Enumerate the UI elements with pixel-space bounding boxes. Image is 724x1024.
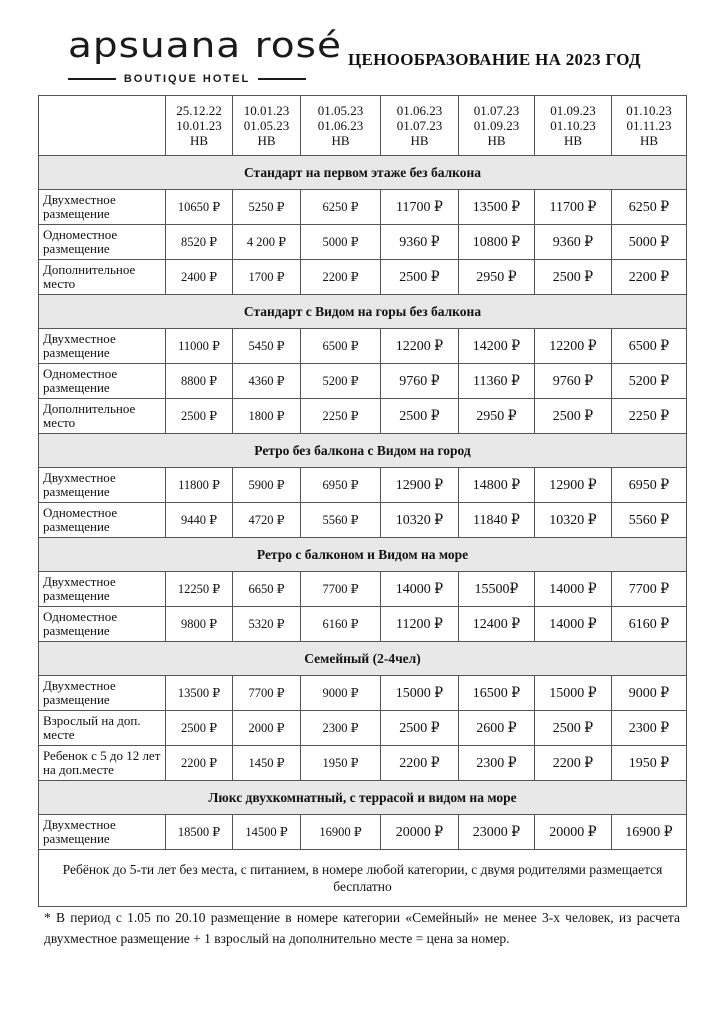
price-cell: 12200 ₽ xyxy=(535,329,612,364)
price-cell: 23000 ₽ xyxy=(459,815,535,850)
price-cell: 9000 ₽ xyxy=(301,676,381,711)
price-cell: 5450 ₽ xyxy=(233,329,301,364)
price-cell: 12400 ₽ xyxy=(459,607,535,642)
price-cell: 5560 ₽ xyxy=(301,503,381,538)
price-cell: 12200 ₽ xyxy=(381,329,459,364)
price-cell: 9760 ₽ xyxy=(535,364,612,399)
price-cell: 15000 ₽ xyxy=(381,676,459,711)
price-cell: 7700 ₽ xyxy=(233,676,301,711)
period-from: 01.06.23 xyxy=(396,103,443,118)
row-label: Двухместное размещение xyxy=(39,190,166,225)
price-cell: 5000 ₽ xyxy=(612,225,687,260)
period-from: 25.12.22 xyxy=(176,103,222,118)
price-cell: 5900 ₽ xyxy=(233,468,301,503)
page-title: ЦЕНООБРАЗОВАНИЕ НА 2023 ГОД xyxy=(348,50,641,69)
header-corner-cell xyxy=(39,96,166,156)
row-label: Двухместное размещение xyxy=(39,468,166,503)
price-cell: 1450 ₽ xyxy=(233,746,301,781)
period-to: 01.05.23 xyxy=(243,118,290,133)
logo-subtitle: BOUTIQUE HOTEL xyxy=(123,73,251,85)
price-cell: 15500₽ xyxy=(459,572,535,607)
period-to: 01.10.23 xyxy=(550,118,596,133)
period-header-cell xyxy=(166,96,233,156)
price-cell: 11840 ₽ xyxy=(459,503,535,538)
price-cell: 10800 ₽ xyxy=(459,225,535,260)
price-cell: 16900 ₽ xyxy=(301,815,381,850)
price-cell: 2500 ₽ xyxy=(166,399,233,434)
logo-name: apsuana rosé xyxy=(68,25,342,66)
table-row xyxy=(39,503,687,538)
price-cell: 6950 ₽ xyxy=(301,468,381,503)
price-cell: 11800 ₽ xyxy=(166,468,233,503)
price-cell: 6160 ₽ xyxy=(301,607,381,642)
table-row xyxy=(39,190,687,225)
price-cell: 14800 ₽ xyxy=(459,468,535,503)
price-cell: 2200 ₽ xyxy=(535,746,612,781)
price-cell: 11000 ₽ xyxy=(166,329,233,364)
period-label: НВ xyxy=(257,133,276,148)
price-cell: 2500 ₽ xyxy=(381,399,459,434)
price-cell: 14200 ₽ xyxy=(459,329,535,364)
price-cell: 6950 ₽ xyxy=(612,468,687,503)
period-header-row xyxy=(39,96,687,156)
price-cell: 1950 ₽ xyxy=(612,746,687,781)
period-label: НВ xyxy=(331,133,350,148)
price-cell: 2500 ₽ xyxy=(166,711,233,746)
price-cell: 6160 ₽ xyxy=(612,607,687,642)
section-title: Люкс двухкомнатный, с террасой и видом на море xyxy=(39,781,687,815)
price-cell: 2500 ₽ xyxy=(381,260,459,295)
table-row xyxy=(39,399,687,434)
period-label: НВ xyxy=(189,133,209,148)
table-row xyxy=(39,746,687,781)
price-cell: 12900 ₽ xyxy=(535,468,612,503)
row-label: Одноместное размещение xyxy=(39,607,166,642)
price-cell: 5560 ₽ xyxy=(612,503,687,538)
row-label: Ребенок с 5 до 12 лет на доп.месте xyxy=(39,746,166,781)
hotel-logo xyxy=(68,25,342,88)
section-header-row xyxy=(39,538,687,572)
table-row xyxy=(39,711,687,746)
price-cell: 6250 ₽ xyxy=(301,190,381,225)
period-from: 01.10.23 xyxy=(626,103,672,118)
price-cell: 11700 ₽ xyxy=(535,190,612,225)
price-cell: 12250 ₽ xyxy=(166,572,233,607)
footnote: * В период с 1.05 по 20.10 размещение в номере категории «Семейный» не менее 3-х человек, из расчета двухместное размещение + 1 взрослый на дополнительно месте = цена за номер. xyxy=(44,910,680,946)
period-label: НВ xyxy=(410,133,429,148)
price-cell: 10650 ₽ xyxy=(166,190,233,225)
price-cell: 2500 ₽ xyxy=(535,260,612,295)
price-cell: 14500 ₽ xyxy=(233,815,301,850)
price-cell: 20000 ₽ xyxy=(381,815,459,850)
section-header-row xyxy=(39,156,687,190)
table-row xyxy=(39,676,687,711)
price-cell: 1800 ₽ xyxy=(233,399,301,434)
price-cell: 9760 ₽ xyxy=(381,364,459,399)
price-cell: 2250 ₽ xyxy=(301,399,381,434)
price-cell: 9800 ₽ xyxy=(166,607,233,642)
price-cell: 8800 ₽ xyxy=(166,364,233,399)
price-cell: 11360 ₽ xyxy=(459,364,535,399)
row-label: Двухместное размещение xyxy=(39,676,166,711)
price-cell: 2950 ₽ xyxy=(459,399,535,434)
row-label: Двухместное размещение xyxy=(39,815,166,850)
price-cell: 2300 ₽ xyxy=(612,711,687,746)
period-label: НВ xyxy=(563,133,583,148)
price-cell: 2200 ₽ xyxy=(381,746,459,781)
period-from: 01.07.23 xyxy=(473,103,520,118)
row-label: Двухместное размещение xyxy=(39,329,166,364)
price-cell: 2200 ₽ xyxy=(166,746,233,781)
section-header-row xyxy=(39,295,687,329)
price-cell: 2500 ₽ xyxy=(535,711,612,746)
price-cell: 9000 ₽ xyxy=(612,676,687,711)
price-cell: 2200 ₽ xyxy=(301,260,381,295)
price-cell: 9440 ₽ xyxy=(166,503,233,538)
price-cell: 1950 ₽ xyxy=(301,746,381,781)
logo-divider-right xyxy=(258,78,306,80)
table-row xyxy=(39,607,687,642)
price-cell: 16900 ₽ xyxy=(612,815,687,850)
period-header-cell xyxy=(233,96,301,156)
price-cell: 14000 ₽ xyxy=(381,572,459,607)
note-row xyxy=(39,850,687,907)
price-cell: 14000 ₽ xyxy=(535,607,612,642)
price-cell: 2250 ₽ xyxy=(612,399,687,434)
price-cell: 2200 ₽ xyxy=(612,260,687,295)
price-cell: 4360 ₽ xyxy=(233,364,301,399)
row-label: Одноместное размещение xyxy=(39,364,166,399)
table-row xyxy=(39,329,687,364)
price-cell: 5250 ₽ xyxy=(233,190,301,225)
price-cell: 10320 ₽ xyxy=(535,503,612,538)
table-row xyxy=(39,572,687,607)
period-label: НВ xyxy=(639,133,659,148)
period-label: НВ xyxy=(487,133,506,148)
price-cell: 10320 ₽ xyxy=(381,503,459,538)
period-header-cell xyxy=(301,96,381,156)
price-cell: 6250 ₽ xyxy=(612,190,687,225)
section-title: Стандарт на первом этаже без балкона xyxy=(39,156,687,190)
price-table xyxy=(38,95,687,907)
period-header-cell xyxy=(535,96,612,156)
price-cell: 18500 ₽ xyxy=(166,815,233,850)
logo-subtitle-row xyxy=(68,72,306,86)
price-cell: 11200 ₽ xyxy=(381,607,459,642)
table-row xyxy=(39,225,687,260)
price-cell: 2300 ₽ xyxy=(459,746,535,781)
price-cell: 5000 ₽ xyxy=(301,225,381,260)
price-cell: 5200 ₽ xyxy=(301,364,381,399)
price-cell: 4720 ₽ xyxy=(233,503,301,538)
price-cell: 15000 ₽ xyxy=(535,676,612,711)
period-header-cell xyxy=(381,96,459,156)
period-from: 01.09.23 xyxy=(550,103,596,118)
period-to: 10.01.23 xyxy=(176,118,222,133)
price-cell: 2300 ₽ xyxy=(301,711,381,746)
table-row xyxy=(39,815,687,850)
period-to: 01.11.23 xyxy=(626,118,672,133)
section-title: Ретро с балконом и Видом на море xyxy=(39,538,687,572)
price-cell: 4 200 ₽ xyxy=(233,225,301,260)
section-header-row xyxy=(39,642,687,676)
period-from: 10.01.23 xyxy=(243,103,290,118)
price-cell: 11700 ₽ xyxy=(381,190,459,225)
row-label: Взрослый на доп. месте xyxy=(39,711,166,746)
period-from: 01.05.23 xyxy=(317,103,364,118)
price-cell: 16500 ₽ xyxy=(459,676,535,711)
section-header-row xyxy=(39,434,687,468)
price-cell: 20000 ₽ xyxy=(535,815,612,850)
price-cell: 1700 ₽ xyxy=(233,260,301,295)
price-cell: 6650 ₽ xyxy=(233,572,301,607)
price-cell: 13500 ₽ xyxy=(166,676,233,711)
price-cell: 5200 ₽ xyxy=(612,364,687,399)
logo-divider-left xyxy=(68,78,116,80)
price-cell: 13500 ₽ xyxy=(459,190,535,225)
period-to: 01.06.23 xyxy=(317,118,364,133)
price-cell: 2600 ₽ xyxy=(459,711,535,746)
row-label: Дополнительное место xyxy=(39,260,166,295)
price-cell: 2400 ₽ xyxy=(166,260,233,295)
price-cell: 6500 ₽ xyxy=(612,329,687,364)
section-title: Стандарт с Видом на горы без балкона xyxy=(39,295,687,329)
price-cell: 9360 ₽ xyxy=(381,225,459,260)
period-to: 01.09.23 xyxy=(473,118,520,133)
period-header-cell xyxy=(612,96,687,156)
price-cell: 14000 ₽ xyxy=(535,572,612,607)
price-cell: 7700 ₽ xyxy=(301,572,381,607)
period-header-cell xyxy=(459,96,535,156)
price-cell: 5320 ₽ xyxy=(233,607,301,642)
section-title: Семейный (2-4чел) xyxy=(39,642,687,676)
price-cell: 9360 ₽ xyxy=(535,225,612,260)
table-row xyxy=(39,260,687,295)
section-header-row xyxy=(39,781,687,815)
period-to: 01.07.23 xyxy=(396,118,443,133)
table-row xyxy=(39,364,687,399)
price-cell: 12900 ₽ xyxy=(381,468,459,503)
section-title: Ретро без балкона с Видом на город xyxy=(39,434,687,468)
child-note: Ребёнок до 5-ти лет без места, с питанием, в номере любой категории, с двумя родителями размещается бесплатно xyxy=(39,850,687,907)
price-cell: 2500 ₽ xyxy=(535,399,612,434)
price-cell: 2500 ₽ xyxy=(381,711,459,746)
row-label: Одноместное размещение xyxy=(39,225,166,260)
price-cell: 7700 ₽ xyxy=(612,572,687,607)
price-cell: 2000 ₽ xyxy=(233,711,301,746)
row-label: Одноместное размещение xyxy=(39,503,166,538)
price-cell: 8520 ₽ xyxy=(166,225,233,260)
table-row xyxy=(39,468,687,503)
row-label: Дополнительное место xyxy=(39,399,166,434)
row-label: Двухместное размещение xyxy=(39,572,166,607)
price-cell: 6500 ₽ xyxy=(301,329,381,364)
price-cell: 2950 ₽ xyxy=(459,260,535,295)
